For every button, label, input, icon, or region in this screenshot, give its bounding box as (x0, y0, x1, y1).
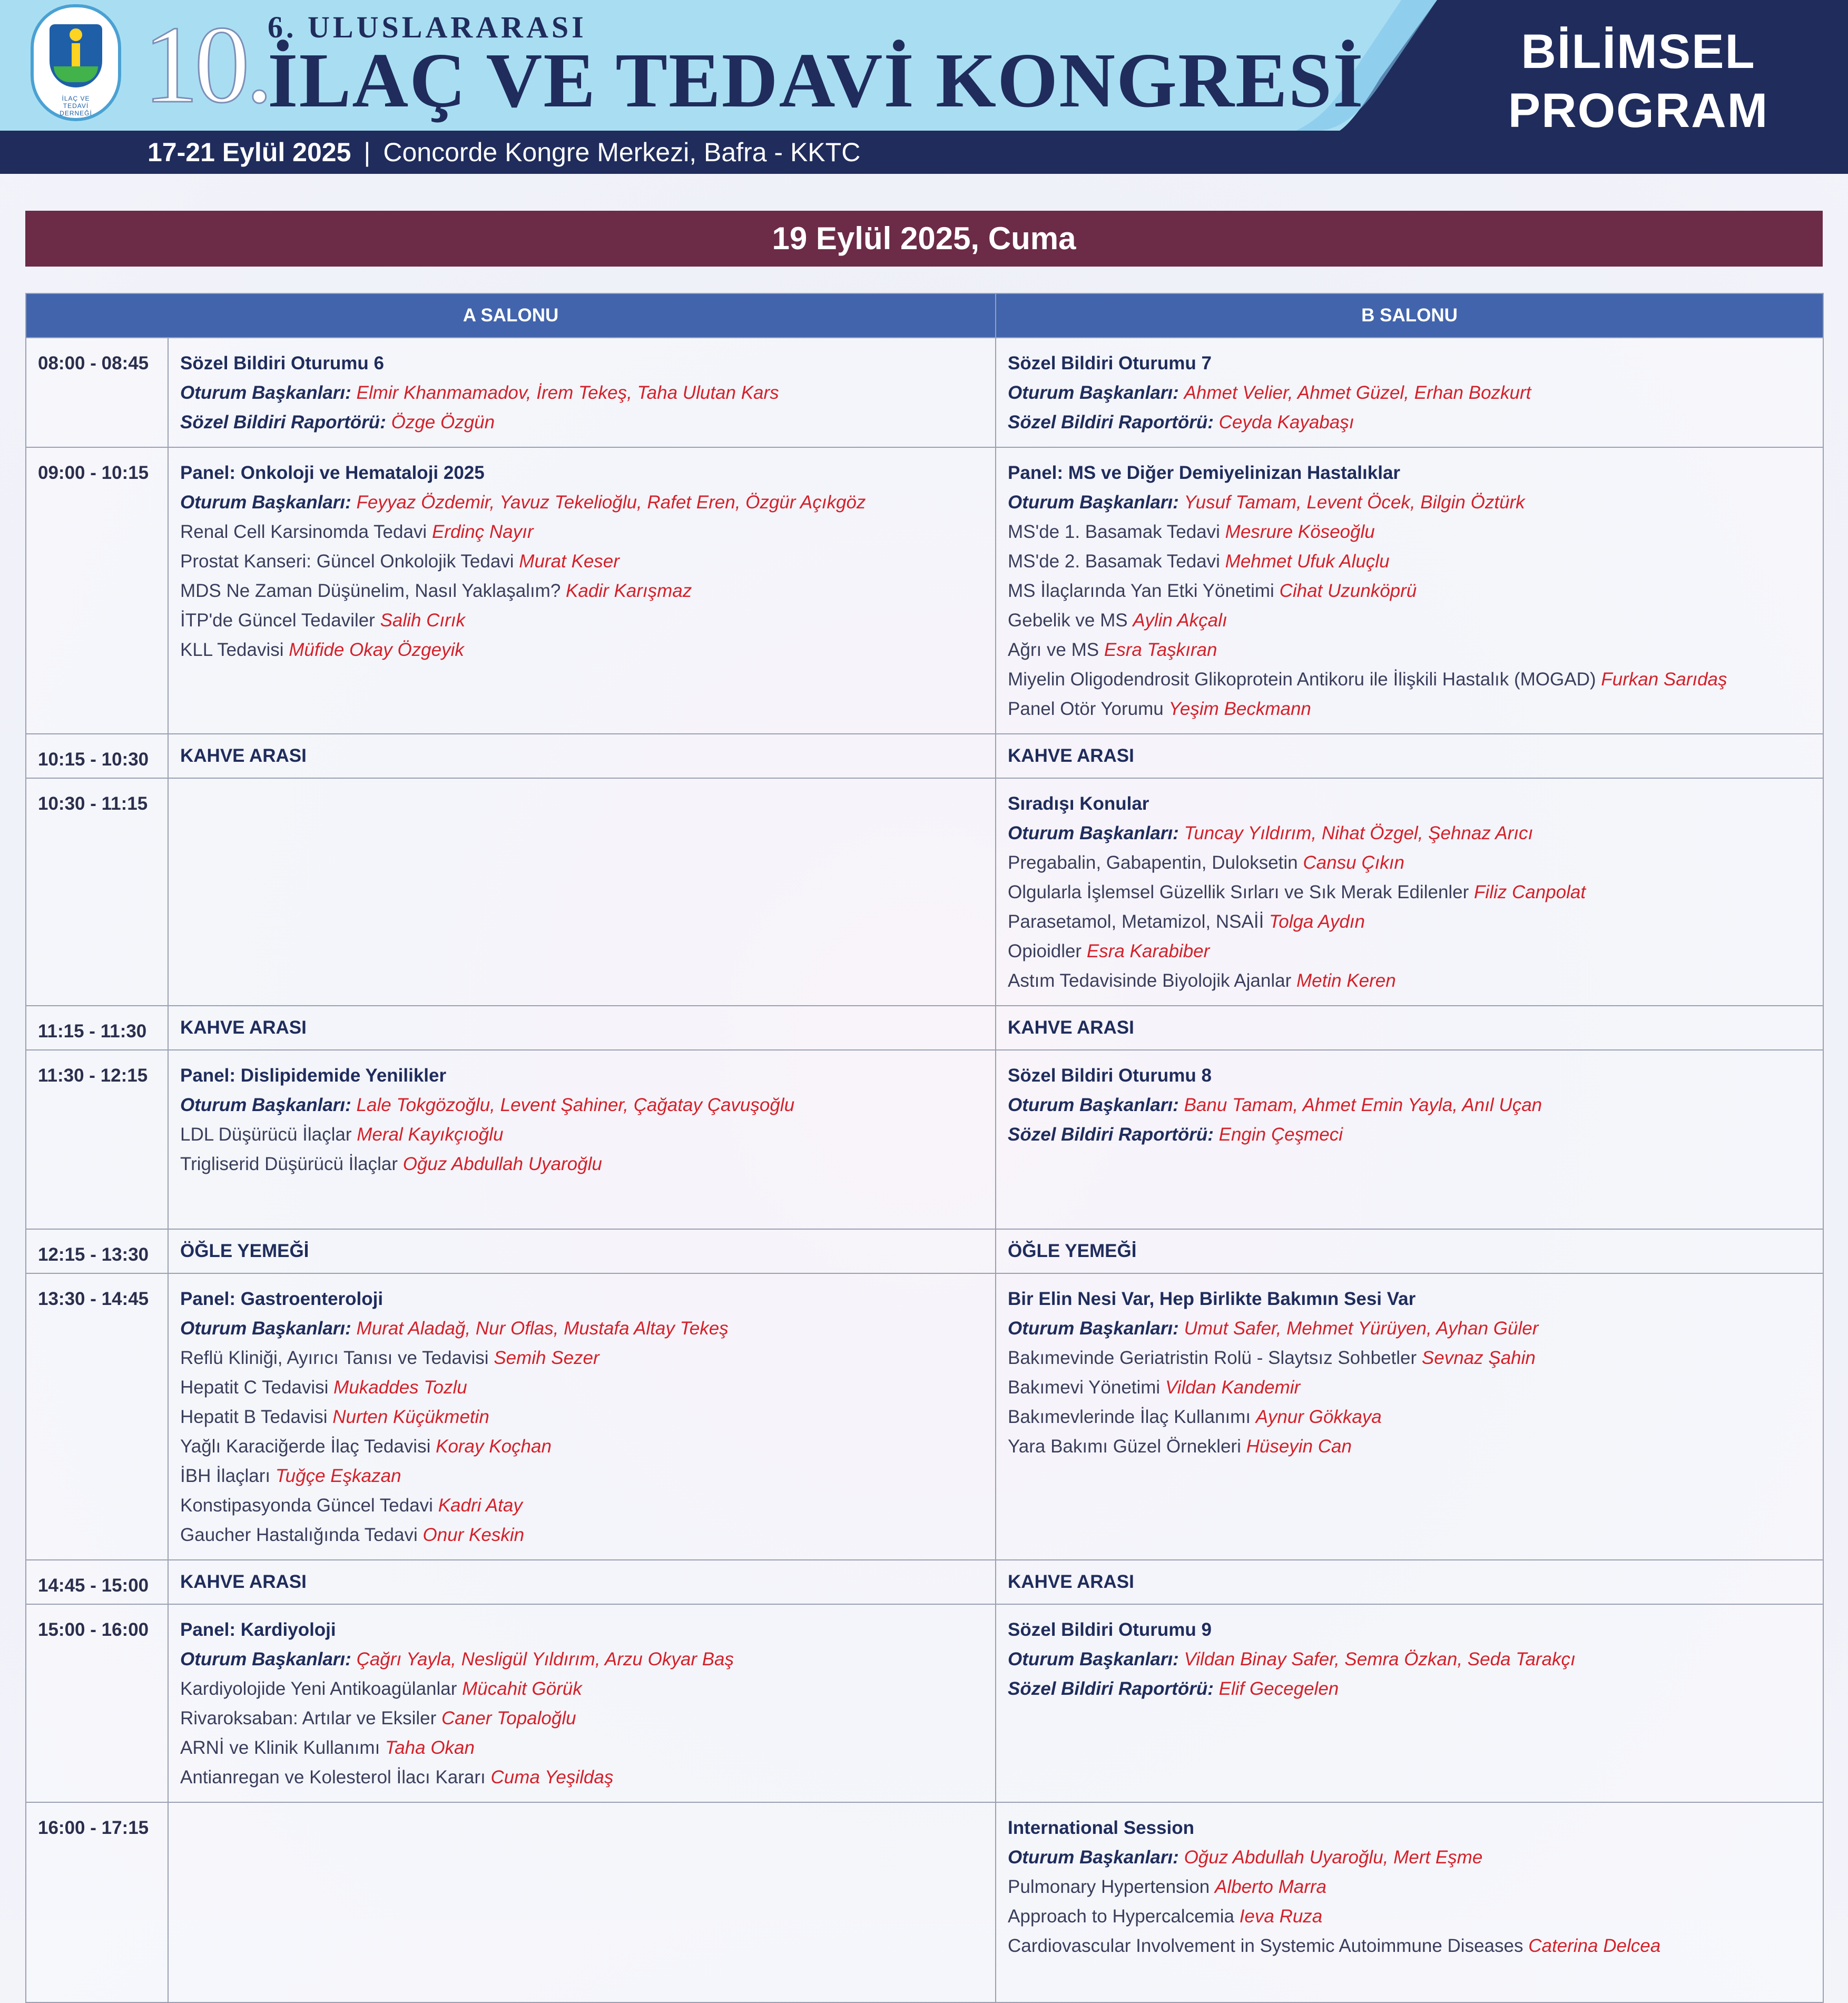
line-label: Sözel Bildiri Raportörü: (180, 412, 386, 433)
association-logo (31, 4, 121, 121)
session-line (1008, 1343, 1814, 1373)
session-line (180, 576, 987, 606)
talk-topic: Astım Tedavisinde Biyolojik Ajanlar (1008, 970, 1292, 991)
chair-names: Banu Tamam, Ahmet Emin Yayla, Anıl Uçan (1184, 1095, 1542, 1115)
time-slot: 10:30 - 11:15 (26, 778, 168, 1006)
session-line (1008, 606, 1814, 635)
chair-names: Ahmet Velier, Ahmet Güzel, Erhan Bozkurt (1184, 382, 1531, 403)
session-line (1008, 966, 1814, 996)
session-line (180, 488, 987, 517)
speaker-name: Erdinç Nayır (431, 522, 534, 542)
congress-title: İLAÇ VE TEDAVİ KONGRESİ (268, 37, 1364, 124)
speaker-name: Caner Topaloğlu (441, 1708, 576, 1729)
session-line (1008, 1645, 1814, 1674)
talk-topic: Kardiyolojide Yeni Antikoagülanlar (180, 1678, 457, 1699)
speaker-name: Cansu Çıkın (1303, 852, 1404, 873)
session-line (180, 1704, 987, 1733)
session-row (26, 1273, 1823, 1560)
session-cell-a (168, 1604, 996, 1802)
talk-topic: Parasetamol, Metamizol, NSAİİ (1008, 911, 1264, 932)
chair-names: Feyyaz Özdemir, Yavuz Tekelioğlu, Rafet Eren, Özgür Açıkgöz (356, 492, 866, 513)
talk-topic: Hepatit C Tedavisi (180, 1377, 329, 1398)
session-row (26, 1604, 1823, 1802)
talk-topic: Bakımevi Yönetimi (1008, 1377, 1161, 1398)
break-label-b: KAHVE ARASI (996, 1006, 1823, 1050)
talk-topic: İBH İlaçları (180, 1466, 271, 1486)
speaker-name: Aynur Gökkaya (1255, 1407, 1382, 1427)
session-title: Panel: MS ve Diğer Demiyelinizan Hastalıklar (1008, 463, 1401, 483)
line-label: Sözel Bildiri Raportörü: (1008, 412, 1214, 433)
talk-topic: MDS Ne Zaman Düşünelim, Nasıl Yaklaşalım? (180, 581, 561, 601)
speaker-name: Esra Taşkıran (1104, 640, 1217, 660)
session-title: Sıradışı Konular (1008, 793, 1149, 814)
speaker-name: Murat Keser (519, 551, 620, 572)
talk-topic: Hepatit B Tedavisi (180, 1407, 328, 1427)
talk-topic: MS'de 1. Basamak Tedavi (1008, 522, 1220, 542)
page-header (0, 0, 1848, 174)
speaker-name: Esra Karabiber (1086, 941, 1210, 961)
line-label: Oturum Başkanları: (180, 1649, 351, 1670)
break-label-b: KAHVE ARASI (996, 1560, 1823, 1604)
chair-names: Umut Safer, Mehmet Yürüyen, Ayhan Güler (1184, 1318, 1539, 1339)
talk-topic: KLL Tedavisi (180, 640, 284, 660)
session-title: Sözel Bildiri Oturumu 7 (1008, 353, 1212, 374)
talk-topic: Bakımevlerinde İlaç Kullanımı (1008, 1407, 1251, 1427)
session-title: Sözel Bildiri Oturumu 6 (180, 353, 384, 374)
line-label: Oturum Başkanları: (180, 492, 351, 513)
talk-topic: Gaucher Hastalığında Tedavi (180, 1525, 418, 1545)
talk-topic: Trigliserid Düşürücü İlaçlar (180, 1154, 398, 1174)
line-label: Oturum Başkanları: (1008, 492, 1179, 513)
speaker-name: Yeşim Beckmann (1168, 699, 1311, 719)
speaker-name: Salih Cırık (380, 610, 466, 631)
speaker-name: Tolga Aydın (1269, 911, 1365, 932)
program-title-line1: BİLİMSEL (1521, 25, 1756, 78)
speaker-name: Koray Koçhan (436, 1436, 552, 1457)
session-cell-b (996, 338, 1823, 447)
program-title-line2: PROGRAM (1508, 84, 1769, 138)
session-title: Panel: Dislipidemide Yenilikler (180, 1065, 447, 1086)
session-line (1008, 547, 1814, 576)
speaker-name: Mehmet Ufuk Aluçlu (1225, 551, 1390, 572)
session-line (180, 1733, 987, 1763)
session-line (1008, 819, 1814, 848)
speaker-name: Onur Keskin (422, 1525, 525, 1545)
session-line (180, 1150, 987, 1179)
line-label: Sözel Bildiri Raportörü: (1008, 1124, 1214, 1145)
session-line (180, 517, 987, 547)
break-row (26, 1006, 1823, 1050)
talk-topic: MS İlaçlarında Yan Etki Yönetimi (1008, 581, 1274, 601)
speaker-name: Vildan Kandemir (1165, 1377, 1301, 1398)
session-cell-b (996, 1604, 1823, 1802)
session-line (1008, 878, 1814, 907)
break-label-a: KAHVE ARASI (168, 1560, 996, 1604)
speaker-name: Taha Okan (385, 1737, 475, 1758)
session-line (1008, 408, 1814, 437)
session-cell-b (996, 447, 1823, 734)
talk-topic: Panel Otör Yorumu (1008, 699, 1164, 719)
event-info (148, 135, 860, 170)
chair-names: Murat Aladağ, Nur Oflas, Mustafa Altay Tekeş (356, 1318, 729, 1339)
schedule-table (25, 293, 1824, 2003)
session-title: International Session (1008, 1818, 1194, 1838)
time-slot: 12:15 - 13:30 (26, 1229, 168, 1273)
session-line (180, 1461, 987, 1491)
table-header-row (26, 293, 1823, 338)
chair-names: Tuncay Yıldırım, Nihat Özgel, Şehnaz Arıcı (1184, 823, 1534, 843)
session-line (1008, 907, 1814, 937)
line-label: Oturum Başkanları: (1008, 1649, 1179, 1670)
session-title: Panel: Kardiyoloji (180, 1619, 336, 1640)
session-line (1008, 1931, 1814, 1961)
session-cell-a (168, 1273, 996, 1560)
break-row (26, 1560, 1823, 1604)
session-line (180, 1343, 987, 1373)
chair-names: Elmir Khanmamadov, İrem Tekeş, Taha Ulutan Kars (356, 382, 779, 403)
time-slot: 09:00 - 10:15 (26, 447, 168, 734)
talk-topic: ARNİ ve Klinik Kullanımı (180, 1737, 380, 1758)
session-line (180, 1120, 987, 1150)
break-label-b: KAHVE ARASI (996, 734, 1823, 778)
session-cell-a (168, 1802, 996, 2002)
session-line (1008, 378, 1814, 408)
speaker-name: Furkan Sarıdaş (1601, 669, 1727, 690)
break-label-b: ÖĞLE YEMEĞİ (996, 1229, 1823, 1273)
session-line (180, 408, 987, 437)
session-line (1008, 1902, 1814, 1931)
talk-topic: Ağrı ve MS (1008, 640, 1099, 660)
event-dates: 17-21 Eylül 2025 (148, 138, 351, 167)
time-slot: 13:30 - 14:45 (26, 1273, 168, 1560)
session-line (1008, 1843, 1814, 1872)
speaker-name: Mukaddes Tozlu (333, 1377, 467, 1398)
line-label: Oturum Başkanları: (1008, 1847, 1179, 1868)
anchor-icon (50, 24, 102, 87)
session-cell-b (996, 1802, 1823, 2002)
talk-topic: LDL Düşürücü İlaçlar (180, 1124, 352, 1145)
speaker-name: Tuğçe Eşkazan (275, 1466, 401, 1486)
speaker-name: Caterina Delcea (1528, 1936, 1661, 1956)
speaker-name: Ieva Ruza (1239, 1906, 1323, 1927)
speaker-name: Semih Sezer (494, 1348, 599, 1368)
speaker-name: Sevnaz Şahin (1421, 1348, 1536, 1368)
session-row (26, 1050, 1823, 1229)
talk-topic: Reflü Kliniği, Ayırıcı Tanısı ve Tedavisi (180, 1348, 489, 1368)
session-line (180, 1763, 987, 1792)
talk-topic: MS'de 2. Basamak Tedavi (1008, 551, 1220, 572)
logo-text: İLAÇ VE TEDAVİ DERNEĞİ (60, 95, 92, 117)
session-line (1008, 1373, 1814, 1402)
talk-topic: Miyelin Oligodendrosit Glikoprotein Antikoru ile İlişkili Hastalık (MOGAD) (1008, 669, 1596, 690)
line-label: Oturum Başkanları: (180, 1318, 351, 1339)
info-separator: | (363, 138, 371, 167)
speaker-name: Meral Kayıkçıoğlu (357, 1124, 504, 1145)
session-cell-a (168, 778, 996, 1006)
talk-topic: Cardiovascular Involvement in Systemic Autoimmune Diseases (1008, 1936, 1523, 1956)
break-row (26, 734, 1823, 778)
line-label: Oturum Başkanları: (1008, 382, 1179, 403)
talk-topic: Konstipasyonda Güncel Tedavi (180, 1495, 433, 1516)
line-label: Oturum Başkanları: (1008, 1095, 1179, 1115)
session-line (1008, 488, 1814, 517)
session-line (1008, 1314, 1814, 1343)
session-cell-b (996, 1273, 1823, 1560)
break-row (26, 1229, 1823, 1273)
talk-topic: Opioidler (1008, 941, 1082, 961)
talk-topic: Yara Bakımı Güzel Örnekleri (1008, 1436, 1241, 1457)
chair-names: Elif Gecegelen (1218, 1678, 1339, 1699)
speaker-name: Aylin Akçalı (1133, 610, 1227, 631)
session-line (180, 1674, 987, 1704)
talk-topic: Prostat Kanseri: Güncel Onkolojik Tedavi (180, 551, 514, 572)
session-line (180, 1432, 987, 1461)
speaker-name: Mesrure Köseoğlu (1225, 522, 1375, 542)
session-row (26, 778, 1823, 1006)
chair-names: Özge Özgün (391, 412, 495, 433)
speaker-name: Mücahit Görük (462, 1678, 582, 1699)
session-line (1008, 1674, 1814, 1704)
program-title (1475, 22, 1802, 140)
session-title: Panel: Onkoloji ve Hemataloji 2025 (180, 463, 485, 483)
chair-names: Lale Tokgözoğlu, Levent Şahiner, Çağatay Çavuşoğlu (356, 1095, 795, 1115)
session-line (1008, 694, 1814, 724)
speaker-name: Müfide Okay Özgeyik (289, 640, 464, 660)
line-label: Oturum Başkanları: (180, 1095, 351, 1115)
line-label: Oturum Başkanları: (180, 382, 351, 403)
session-cell-b (996, 1050, 1823, 1229)
session-cell-b (996, 778, 1823, 1006)
speaker-name: Kadir Karışmaz (566, 581, 692, 601)
session-cell-a (168, 447, 996, 734)
talk-topic: Gebelik ve MS (1008, 610, 1128, 631)
session-row (26, 447, 1823, 734)
time-slot: 15:00 - 16:00 (26, 1604, 168, 1802)
chair-names: Vildan Binay Safer, Semra Özkan, Seda Tarakçı (1184, 1649, 1576, 1670)
chair-names: Yusuf Tamam, Levent Öcek, Bilgin Öztürk (1184, 492, 1525, 513)
session-line (180, 1645, 987, 1674)
session-line (180, 1520, 987, 1550)
session-line (1008, 665, 1814, 694)
session-title: Bir Elin Nesi Var, Hep Birlikte Bakımın Sesi Var (1008, 1289, 1416, 1309)
speaker-name: Nurten Küçükmetin (332, 1407, 489, 1427)
session-line (1008, 1120, 1814, 1150)
session-line (1008, 1091, 1814, 1120)
session-line (180, 1314, 987, 1343)
column-header-a-salonu: A SALONU (26, 293, 996, 338)
speaker-name: Cihat Uzunköprü (1279, 581, 1417, 601)
break-label-a: ÖĞLE YEMEĞİ (168, 1229, 996, 1273)
session-line (180, 378, 987, 408)
time-slot: 16:00 - 17:15 (26, 1802, 168, 2002)
session-row (26, 1802, 1823, 2002)
session-line (1008, 576, 1814, 606)
speaker-name: Kadri Atay (438, 1495, 523, 1516)
talk-topic: Rivaroksaban: Artılar ve Eksiler (180, 1708, 437, 1729)
time-slot: 11:30 - 12:15 (26, 1050, 168, 1229)
chair-names: Ceyda Kayabaşı (1218, 412, 1354, 433)
session-line (180, 606, 987, 635)
break-label-a: KAHVE ARASI (168, 734, 996, 778)
speaker-name: Cuma Yeşildaş (490, 1767, 614, 1788)
schedule-body (26, 338, 1823, 2002)
edition-number: 10. (143, 4, 269, 126)
break-label-a: KAHVE ARASI (168, 1006, 996, 1050)
session-line (1008, 635, 1814, 665)
talk-topic: Antianregan ve Kolesterol İlacı Kararı (180, 1767, 486, 1788)
session-line (180, 1091, 987, 1120)
talk-topic: Pregabalin, Gabapentin, Duloksetin (1008, 852, 1298, 873)
time-slot: 08:00 - 08:45 (26, 338, 168, 447)
session-cell-a (168, 1050, 996, 1229)
session-line (1008, 1402, 1814, 1432)
talk-topic: Pulmonary Hypertension (1008, 1877, 1210, 1897)
speaker-name: Oğuz Abdullah Uyaroğlu (402, 1154, 602, 1174)
talk-topic: İTP'de Güncel Tedaviler (180, 610, 375, 631)
session-line (1008, 1872, 1814, 1902)
session-line (1008, 517, 1814, 547)
session-line (180, 1491, 987, 1520)
talk-topic: Bakımevinde Geriatristin Rolü - Slaytsız Sohbetler (1008, 1348, 1417, 1368)
event-venue: Concorde Kongre Merkezi, Bafra - KKTC (383, 138, 861, 167)
talk-topic: Renal Cell Karsinomda Tedavi (180, 522, 427, 542)
session-line (1008, 1432, 1814, 1461)
session-line (180, 1373, 987, 1402)
session-line (180, 1402, 987, 1432)
talk-topic: Olgularla İşlemsel Güzellik Sırları ve Sık Merak Edilenler (1008, 882, 1469, 902)
chair-names: Engin Çeşmeci (1218, 1124, 1343, 1145)
session-line (180, 635, 987, 665)
speaker-name: Hüseyin Can (1246, 1436, 1352, 1457)
congress-subtitle: 6. ULUSLARARASI (268, 10, 587, 44)
session-title: Panel: Gastroenteroloji (180, 1289, 384, 1309)
speaker-name: Metin Keren (1296, 970, 1396, 991)
session-cell-a (168, 338, 996, 447)
day-banner: 19 Eylül 2025, Cuma (25, 211, 1823, 267)
line-label: Oturum Başkanları: (1008, 823, 1179, 843)
session-row (26, 338, 1823, 447)
session-line (1008, 848, 1814, 878)
session-title: Sözel Bildiri Oturumu 8 (1008, 1065, 1212, 1086)
column-header-b-salonu: B SALONU (996, 293, 1823, 338)
talk-topic: Yağlı Karaciğerde İlaç Tedavisi (180, 1436, 431, 1457)
time-slot: 14:45 - 15:00 (26, 1560, 168, 1604)
time-slot: 10:15 - 10:30 (26, 734, 168, 778)
line-label: Oturum Başkanları: (1008, 1318, 1179, 1339)
session-line (1008, 937, 1814, 966)
time-slot: 11:15 - 11:30 (26, 1006, 168, 1050)
talk-topic: Approach to Hypercalcemia (1008, 1906, 1234, 1927)
speaker-name: Filiz Canpolat (1474, 882, 1586, 902)
chair-names: Çağrı Yayla, Nesligül Yıldırım, Arzu Okyar Baş (356, 1649, 734, 1670)
speaker-name: Alberto Marra (1215, 1877, 1327, 1897)
session-title: Sözel Bildiri Oturumu 9 (1008, 1619, 1212, 1640)
session-line (180, 547, 987, 576)
chair-names: Oğuz Abdullah Uyaroğlu, Mert Eşme (1184, 1847, 1483, 1868)
line-label: Sözel Bildiri Raportörü: (1008, 1678, 1214, 1699)
